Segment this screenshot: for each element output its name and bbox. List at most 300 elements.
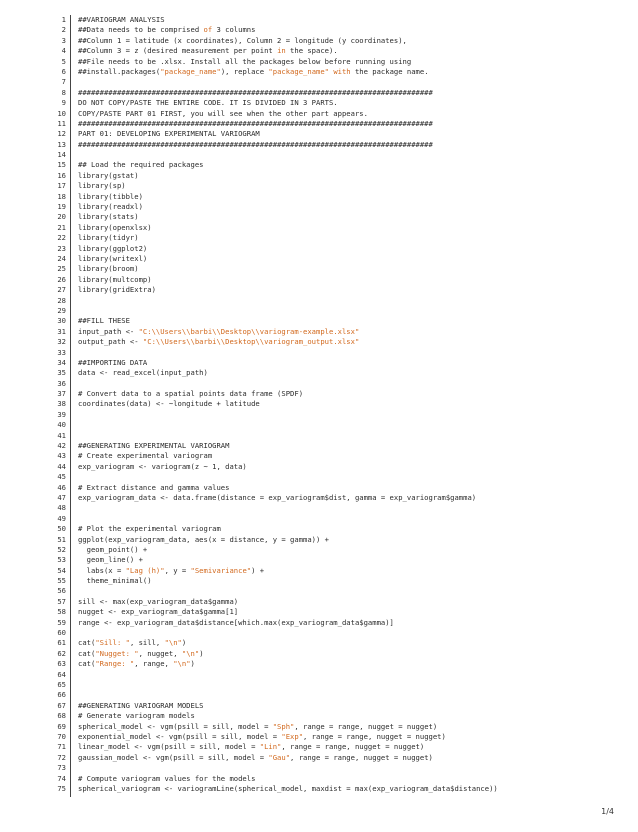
code-token: input_path <- (78, 326, 139, 336)
code-token: , range = range, nugget = nugget) (281, 742, 425, 752)
string-token: in (277, 46, 286, 56)
code-token: library(broom) (78, 264, 139, 274)
line-number: 60 (57, 628, 66, 638)
code-line (0, 597, 638, 607)
line-number: 1 (61, 15, 66, 24)
code-line (0, 670, 638, 680)
line-text (78, 701, 204, 711)
code-line (0, 171, 638, 181)
line-text (78, 67, 429, 77)
code-line (0, 160, 638, 170)
code-token: cat( (78, 638, 96, 648)
code-listing (0, 15, 638, 794)
line-number: 71 (57, 742, 66, 752)
code-token: exp_variogram <- variogram(z ~ 1, data) (78, 461, 247, 471)
code-line (0, 36, 638, 46)
code-token: gaussian_model <- vgm(psill = sill, model = (78, 752, 269, 762)
code-line (0, 722, 638, 732)
string-token: "\n" (164, 638, 182, 648)
line-text (78, 618, 394, 628)
line-number: 29 (57, 305, 66, 315)
code-line (0, 431, 638, 441)
code-line (0, 192, 638, 202)
code-token: , range, (134, 659, 174, 669)
code-token: library(writexl) (78, 253, 148, 263)
code-line (0, 576, 638, 586)
line-text (78, 212, 139, 222)
line-text (78, 483, 229, 493)
line-number: 21 (57, 222, 66, 232)
code-token: , range = range, nugget = nugget) (303, 731, 446, 741)
code-line (0, 57, 638, 67)
line-number: 32 (57, 337, 66, 347)
code-token: library(tibble) (78, 191, 143, 201)
code-token: ################################################################################## (78, 87, 433, 97)
string-token: "Lin" (259, 742, 282, 752)
code-line (0, 701, 638, 711)
line-text (78, 244, 147, 254)
code-line (0, 181, 638, 191)
code-line (0, 690, 638, 700)
string-token: "Exp" (281, 731, 304, 741)
code-token: # Extract distance and gamma values (78, 482, 230, 492)
line-text (78, 462, 247, 472)
code-line (0, 753, 638, 763)
code-line (0, 711, 638, 721)
code-line (0, 306, 638, 316)
line-number: 10 (57, 108, 66, 118)
code-line (0, 607, 638, 617)
line-text (78, 576, 152, 586)
line-text (78, 264, 139, 274)
line-text (78, 597, 238, 607)
string-token: "C:\\Users\\barbi\\Desktop\\variogram-example.xlsx" (138, 326, 360, 336)
code-token: , range = range, nugget = nugget) (290, 752, 433, 762)
line-number: 44 (57, 461, 66, 471)
line-text (78, 25, 255, 35)
code-line (0, 202, 638, 212)
line-number: 16 (57, 170, 66, 180)
line-text (78, 545, 147, 555)
code-token: coordinates(data) <- ~longitude + latitude (78, 399, 260, 409)
string-token: "C:\\Users\\barbi\\Desktop\\variogram_output.xlsx" (142, 337, 360, 347)
line-text (78, 441, 229, 451)
code-line (0, 223, 638, 233)
code-token: exp_variogram_data <- data.frame(distance = exp_variogram$dist, gamma = exp_variogram$gamma) (78, 492, 477, 502)
line-text (78, 171, 139, 181)
code-line (0, 327, 638, 337)
code-token: library(ggplot2) (78, 243, 148, 253)
code-line (0, 742, 638, 752)
code-line (0, 462, 638, 472)
line-number: 48 (57, 503, 66, 513)
line-text (78, 254, 147, 264)
code-token: # Create experimental variogram (78, 451, 213, 461)
line-number: 72 (57, 752, 66, 762)
line-text (78, 119, 433, 129)
line-text (78, 722, 437, 732)
code-token: ################################################################################## (78, 118, 433, 128)
code-line (0, 379, 638, 389)
code-token: ) + (251, 565, 265, 575)
line-number: 38 (57, 399, 66, 409)
code-line (0, 348, 638, 358)
code-line (0, 535, 638, 545)
line-number: 33 (57, 347, 66, 357)
code-line (0, 233, 638, 243)
line-number: 25 (57, 264, 66, 274)
line-number: 15 (57, 160, 66, 170)
code-token: # Plot the experimental variogram (78, 524, 221, 534)
line-number: 12 (57, 129, 66, 139)
line-number: 3 (61, 35, 66, 45)
code-line (0, 285, 638, 295)
line-text (78, 181, 126, 191)
code-line (0, 254, 638, 264)
code-line (0, 129, 638, 139)
code-line (0, 212, 638, 222)
string-token: "package_name" with (268, 66, 351, 76)
line-number: 75 (57, 783, 66, 793)
line-text (78, 202, 143, 212)
line-text (78, 36, 407, 46)
code-token: the package name. (350, 66, 429, 76)
code-token: ##File needs to be .xlsx. Install all the packages below before running using (78, 56, 412, 66)
code-line (0, 545, 638, 555)
code-token: , y = (164, 565, 191, 575)
line-number: 17 (57, 181, 66, 191)
line-text (78, 109, 368, 119)
code-token: ) (199, 648, 204, 658)
code-token: ), replace (220, 66, 269, 76)
line-text (78, 493, 476, 503)
line-number: 4 (61, 46, 66, 56)
line-number: 23 (57, 243, 66, 253)
code-token: data <- read_excel(input_path) (78, 368, 208, 378)
code-line (0, 451, 638, 461)
code-line (0, 420, 638, 430)
code-line (0, 732, 638, 742)
line-number: 27 (57, 285, 66, 295)
line-number: 39 (57, 409, 66, 419)
line-number: 41 (57, 430, 66, 440)
line-number: 24 (57, 253, 66, 263)
code-token: ) (190, 659, 195, 669)
code-token: ) (181, 638, 187, 648)
line-number: 65 (57, 680, 66, 689)
line-text (78, 555, 143, 565)
code-token: geom_line() + (78, 555, 143, 565)
line-number: 58 (57, 607, 66, 617)
line-number: 54 (57, 565, 66, 575)
code-line (0, 316, 638, 326)
code-line (0, 389, 638, 399)
line-number: 74 (57, 773, 66, 783)
code-line (0, 774, 638, 784)
line-number: 63 (57, 659, 66, 669)
line-text (78, 774, 255, 784)
code-line (0, 514, 638, 524)
line-number: 14 (57, 150, 66, 160)
line-number: 64 (57, 669, 66, 679)
code-token: ##Column 3 = z (desired measurement per point (78, 46, 278, 56)
line-number: 26 (57, 274, 66, 284)
line-text (78, 638, 186, 648)
code-line (0, 109, 638, 119)
code-line (0, 638, 638, 648)
line-number: 53 (57, 555, 66, 565)
line-number: 5 (61, 56, 66, 66)
line-text (78, 784, 498, 794)
code-token: cat( (78, 648, 96, 658)
string-token: "\n" (181, 648, 200, 658)
line-number: 40 (57, 420, 66, 430)
code-token: ggplot(exp_variogram_data, aes(x = distance, y = gamma)) + (78, 534, 329, 544)
code-line (0, 77, 638, 87)
code-token: theme_minimal() (78, 576, 152, 586)
line-text (78, 15, 165, 25)
line-number: 57 (57, 596, 66, 606)
line-number: 7 (61, 77, 66, 87)
code-token: ################################################################################## (78, 139, 433, 149)
code-token: COPY/PASTE PART 01 FIRST, you will see when the other part appears. (78, 108, 368, 118)
code-token: # Generate variogram models (78, 711, 195, 721)
code-line (0, 150, 638, 160)
line-text (78, 275, 152, 285)
line-number: 73 (57, 763, 66, 773)
line-number: 42 (57, 441, 66, 451)
string-token: "Gau" (268, 752, 291, 762)
line-number: 18 (57, 191, 66, 201)
code-token: library(stats) (78, 212, 139, 222)
line-number: 28 (57, 295, 66, 305)
code-line (0, 618, 638, 628)
line-text (78, 337, 359, 347)
code-token: library(multcomp) (78, 274, 152, 284)
code-line (0, 368, 638, 378)
code-token: spherical_model <- vgm(psill = sill, model = (78, 721, 273, 731)
code-line (0, 140, 638, 150)
line-text (78, 711, 195, 721)
code-token: ##Data needs to be comprised (78, 25, 204, 35)
code-token: ##install.packages( (78, 66, 161, 76)
line-number: 61 (57, 638, 66, 648)
line-number: 69 (57, 721, 66, 731)
line-text (78, 368, 208, 378)
line-text (78, 98, 338, 108)
code-line (0, 358, 638, 368)
line-text (78, 285, 156, 295)
code-line (0, 524, 638, 534)
code-line (0, 659, 638, 669)
code-line (0, 337, 638, 347)
line-number: 56 (57, 586, 66, 596)
code-line (0, 441, 638, 451)
line-text (78, 327, 359, 337)
code-token: labs(x = (78, 565, 126, 575)
code-token: # Convert data to a spatial points data frame (SPDF) (78, 389, 304, 399)
code-line (0, 275, 638, 285)
line-number: 2 (61, 25, 66, 35)
line-text (78, 659, 195, 669)
code-token: nugget <- exp_variogram_data$gamma[1] (78, 607, 239, 617)
code-token: ## Load the required packages (78, 160, 204, 170)
code-token: ##IMPORTING DATA (78, 357, 148, 367)
code-token: # Compute variogram values for the models (78, 773, 256, 783)
code-token: PART 01: DEVELOPING EXPERIMENTAL VARIOGRAM (78, 129, 260, 139)
line-number: 70 (57, 731, 66, 741)
code-token: library(openxlsx) (78, 222, 152, 232)
code-line (0, 555, 638, 565)
code-line (0, 763, 638, 773)
line-number: 34 (57, 357, 66, 367)
code-token: exponential_model <- vgm(psill = sill, model = (78, 731, 282, 741)
code-line (0, 493, 638, 503)
line-text (78, 140, 433, 150)
code-line (0, 119, 638, 129)
line-number: 11 (57, 118, 66, 128)
code-line (0, 98, 638, 108)
line-text (78, 160, 204, 170)
line-text (78, 607, 238, 617)
code-line (0, 503, 638, 513)
code-line (0, 296, 638, 306)
code-token: , nugget, (138, 648, 182, 658)
line-number: 35 (57, 368, 66, 378)
line-text (78, 649, 204, 659)
code-line (0, 410, 638, 420)
code-line (0, 649, 638, 659)
line-number: 31 (57, 326, 66, 336)
line-number: 22 (57, 233, 66, 243)
code-token: ##FILL THESE (78, 316, 130, 326)
code-token: ##GENERATING VARIOGRAM MODELS (78, 700, 204, 710)
line-text (78, 129, 260, 139)
line-number: 50 (57, 524, 66, 534)
line-text (78, 535, 329, 545)
page-number: 1/4 (601, 807, 614, 816)
line-number: 8 (61, 87, 66, 97)
line-text (78, 233, 139, 243)
code-line (0, 88, 638, 98)
line-number: 46 (57, 482, 66, 492)
line-text (78, 524, 221, 534)
line-number: 47 (57, 492, 66, 502)
line-number: 30 (57, 316, 66, 326)
line-number: 66 (57, 690, 66, 700)
code-token: the space). (285, 46, 338, 56)
code-token: linear_model <- vgm(psill = sill, model = (78, 742, 260, 752)
code-token: 3 columns (212, 25, 256, 35)
line-text (78, 88, 433, 98)
line-number: 49 (57, 513, 66, 523)
code-line (0, 46, 638, 56)
line-number: 9 (61, 98, 66, 108)
line-number: 52 (57, 544, 66, 554)
code-line (0, 15, 638, 25)
line-number: 67 (57, 700, 66, 710)
string-token: "\n" (173, 659, 191, 669)
line-text (78, 316, 130, 326)
line-text (78, 192, 143, 202)
line-text (78, 566, 264, 576)
string-token: of (203, 25, 213, 35)
code-token: DO NOT COPY/PASTE THE ENTIRE CODE. IT IS DIVIDED IN 3 PARTS. (78, 98, 338, 108)
code-token: geom_point() + (78, 544, 148, 554)
line-number: 45 (57, 472, 66, 482)
code-line (0, 25, 638, 35)
string-token: "Sill: " (95, 638, 130, 648)
code-line (0, 628, 638, 638)
string-token: "Sph" (272, 721, 295, 731)
string-token: "package_name" (160, 66, 221, 76)
code-line (0, 586, 638, 596)
line-text (78, 389, 303, 399)
code-token: ##Column 1 = latitude (x coordinates), Column 2 = longitude (y coordinates), (78, 35, 407, 45)
code-token: ##VARIOGRAM ANALYSIS (78, 15, 165, 24)
code-token: library(gstat) (78, 170, 139, 180)
code-line (0, 472, 638, 482)
line-number: 19 (57, 202, 66, 212)
line-number: 13 (57, 139, 66, 149)
line-number: 62 (57, 648, 66, 658)
code-line (0, 244, 638, 254)
line-text (78, 732, 446, 742)
code-token: cat( (78, 659, 96, 669)
string-token: "Lag (h)" (125, 565, 165, 575)
line-number: 59 (57, 617, 66, 627)
code-token: , sill, (129, 638, 165, 648)
line-number: 68 (57, 711, 66, 721)
line-text (78, 399, 260, 409)
code-line (0, 566, 638, 576)
line-number: 36 (57, 378, 66, 388)
line-text (78, 57, 411, 67)
code-token: library(gridExtra) (78, 285, 156, 295)
code-token: sill <- max(exp_variogram_data$gamma) (78, 596, 239, 606)
line-text (78, 451, 212, 461)
code-line (0, 399, 638, 409)
line-text (78, 742, 424, 752)
line-text (78, 753, 433, 763)
line-number: 20 (57, 212, 66, 222)
code-line (0, 67, 638, 77)
code-line (0, 483, 638, 493)
line-text (78, 358, 147, 368)
line-text (78, 223, 152, 233)
line-number: 55 (57, 576, 66, 586)
code-token: spherical_variogram <- variogramLine(spherical_model, maxdist = max(exp_variogram_data$distance)) (78, 783, 498, 793)
string-token: "Nugget: " (95, 648, 139, 658)
line-number: 51 (57, 534, 66, 544)
code-token: output_path <- (78, 337, 143, 347)
line-number: 6 (61, 66, 66, 76)
line-number: 43 (57, 451, 66, 461)
code-token: range <- exp_variogram_data$distance[which.max(exp_variogram_data$gamma)] (78, 617, 394, 627)
code-token: library(sp) (78, 181, 126, 191)
line-text (78, 46, 338, 56)
code-token: library(tidyr) (78, 233, 139, 243)
line-number: 37 (57, 389, 66, 399)
code-line (0, 680, 638, 690)
code-token: library(readxl) (78, 202, 143, 212)
string-token: "Semivariance" (190, 565, 252, 575)
code-line (0, 264, 638, 274)
string-token: "Range: " (95, 659, 135, 669)
code-token: ##GENERATING EXPERIMENTAL VARIOGRAM (78, 441, 230, 451)
code-token: , range = range, nugget = nugget) (294, 721, 438, 731)
code-line (0, 784, 638, 794)
